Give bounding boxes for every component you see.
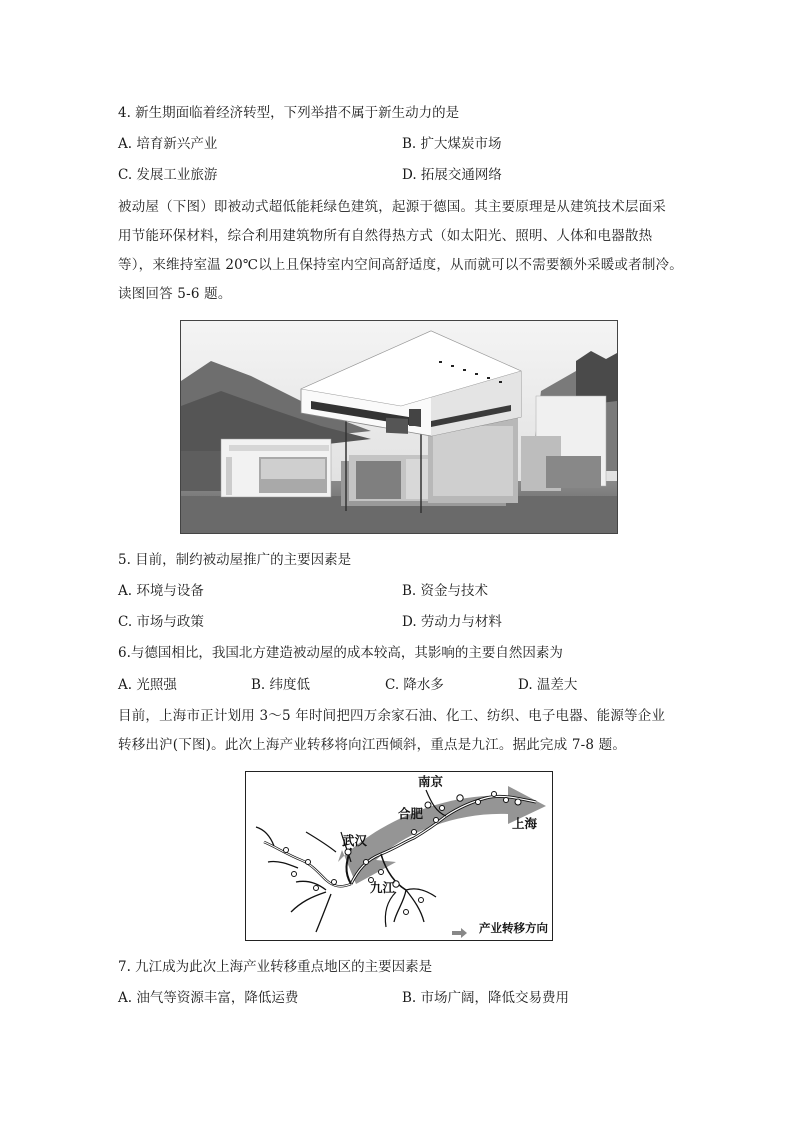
nanjing-marker bbox=[457, 795, 463, 801]
passage1-line-3: 等），来维持室温 20℃以上且保持室内空间高舒适度，从而就可以不需要额外采暖或者制冷。 bbox=[118, 257, 683, 273]
label-shanghai: 上海 bbox=[512, 816, 538, 831]
map-legend bbox=[465, 920, 548, 936]
q6-option-a: A. 光照强 bbox=[118, 677, 177, 693]
q4-option-b: B. 扩大煤炭市场 bbox=[402, 136, 502, 152]
passage2-line-2: 转移出沪(下图)。此次上海产业转移将向江西倾斜，重点是九江。据此完成 7-8 题。 bbox=[118, 737, 627, 753]
hefei-marker bbox=[425, 802, 431, 808]
q5-option-a: A. 环境与设备 bbox=[118, 583, 204, 599]
passage-shanghai-transfer bbox=[118, 702, 688, 760]
passage2-line-1: 目前，上海市正计划用 3～5 年时间把四万余家石油、化工、纺织、电子电器、能源等企业 bbox=[118, 708, 666, 724]
passage1-line-2: 用节能环保材料，综合利用建筑物所有自然得热方式（如太阳光、照明、人体和电器散热 bbox=[118, 228, 653, 244]
q7-stem: 7. 九江成为此次上海产业转移重点地区的主要因素是 bbox=[118, 959, 433, 975]
passive-house-photo bbox=[180, 320, 618, 534]
label-nanjing: 南京 bbox=[418, 774, 444, 789]
label-jiujiang: 九江 bbox=[370, 880, 396, 895]
q5-option-b: B. 资金与技术 bbox=[402, 583, 489, 599]
wuhan-marker bbox=[345, 849, 351, 855]
passage1-line-4: 读图回答 5-6 题。 bbox=[118, 286, 232, 302]
q7-option-b: B. 市场广阔，降低交易费用 bbox=[402, 990, 570, 1006]
passage-passive-house bbox=[118, 193, 688, 309]
q7-option-a: A. 油气等资源丰富，降低运费 bbox=[118, 990, 299, 1006]
passage1-line-1: 被动屋（下图）即被动式超低能耗绿色建筑，起源于德国。其主要原理是从建筑技术层面采 bbox=[118, 199, 666, 215]
q4-stem: 4. 新生期面临着经济转型，下列举措不属于新生动力的是 bbox=[118, 105, 460, 121]
label-hefei: 合肥 bbox=[398, 806, 424, 821]
q4-option-d: D. 拓展交通网络 bbox=[402, 167, 502, 183]
q6-option-d: D. 温差大 bbox=[518, 677, 578, 693]
q4-option-a: A. 培育新兴产业 bbox=[118, 136, 218, 152]
q5-option-c: C. 市场与政策 bbox=[118, 614, 204, 630]
legend-label: 产业转移方向 bbox=[479, 921, 548, 935]
label-wuhan: 武汉 bbox=[342, 833, 368, 848]
q6-option-b: B. 纬度低 bbox=[251, 677, 311, 693]
map-drawing bbox=[246, 772, 552, 940]
q6-stem: 6.与德国相比，我国北方建造被动屋的成本较高，其影响的主要自然因素为 bbox=[118, 645, 563, 661]
q4-option-c: C. 发展工业旅游 bbox=[118, 167, 218, 183]
q5-option-d: D. 劳动力与材料 bbox=[402, 614, 502, 630]
shanghai-marker bbox=[515, 799, 521, 805]
q6-option-c: C. 降水多 bbox=[385, 677, 444, 693]
q5-stem: 5. 目前，制约被动屋推广的主要因素是 bbox=[118, 552, 352, 568]
industry-transfer-map bbox=[245, 771, 553, 941]
